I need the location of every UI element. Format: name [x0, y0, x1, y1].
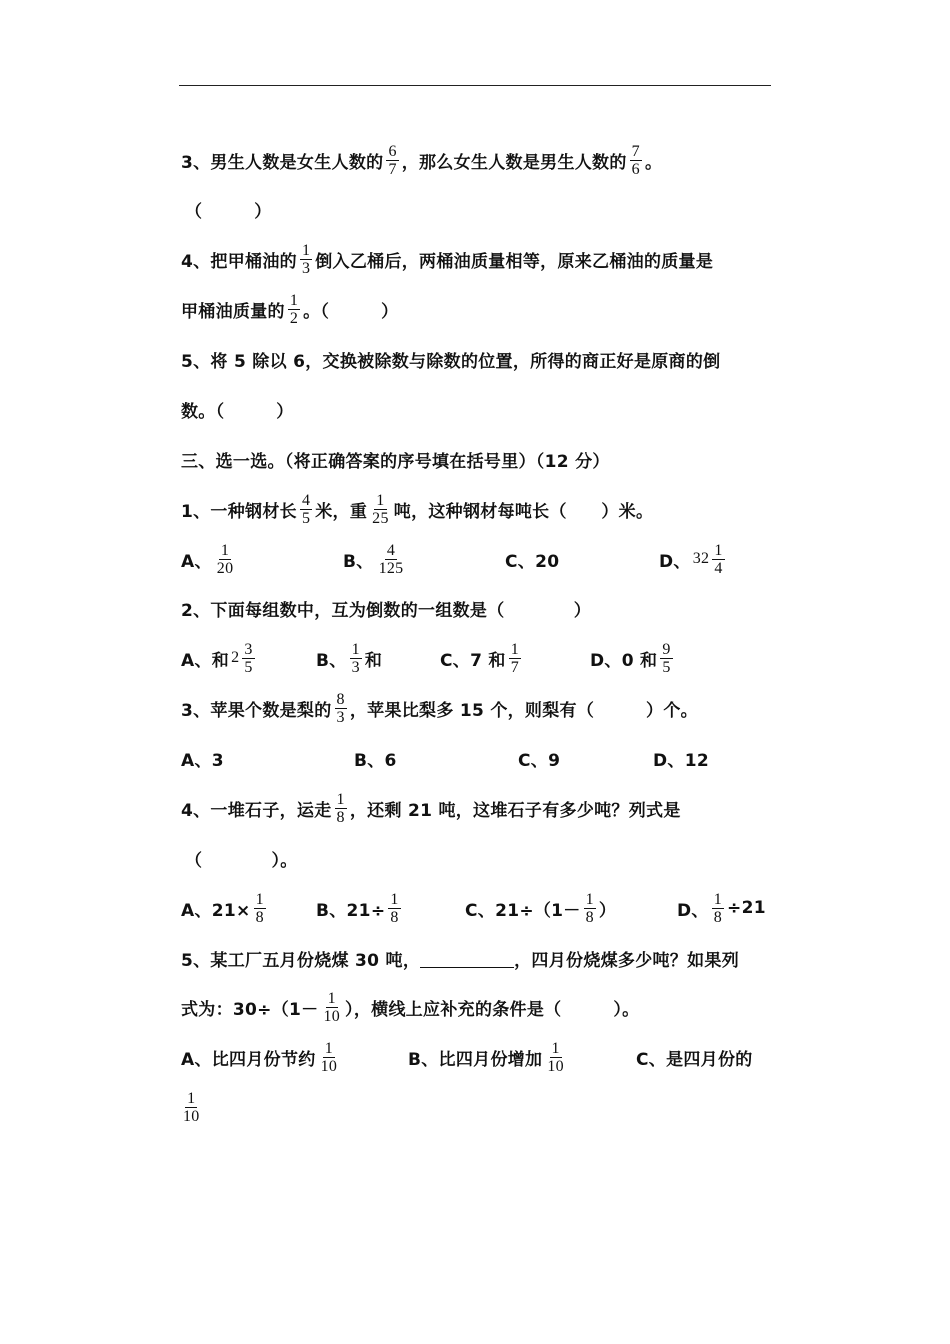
numerator: 1	[713, 890, 723, 908]
option-c	[465, 891, 616, 926]
option-label: D、0 和	[590, 650, 658, 671]
option-label: B、21÷	[316, 900, 386, 921]
q-text: 1、一种钢材长	[181, 501, 297, 522]
option-a	[181, 891, 269, 926]
numerator: 1	[376, 491, 385, 509]
option-b	[316, 891, 404, 926]
denominator: 8	[255, 908, 264, 926]
q-text: ，那么女生人数是男生人数的	[401, 152, 627, 173]
q-text: 4、一堆石子，运走	[181, 800, 332, 821]
option-label: A、3	[181, 750, 224, 771]
numerator: 1	[187, 1089, 196, 1107]
option-c	[636, 1045, 753, 1070]
option-label: B、比四月份增加	[408, 1049, 543, 1070]
option-label: B、6	[354, 750, 397, 771]
q-text: 甲桶油质量的	[181, 301, 285, 322]
q-text: 2、下面每组数中，互为倒数的一组数是（ ）	[181, 600, 592, 621]
fraction	[319, 1040, 340, 1075]
q-text: ），横线上应补充的条件是（ ）。	[345, 999, 640, 1020]
option-label: A、	[181, 551, 212, 572]
q-text: 3、男生人数是女生人数的	[181, 152, 384, 173]
denominator: 5	[301, 509, 311, 527]
numerator: 1	[336, 790, 345, 808]
option-d	[653, 746, 709, 771]
denominator: 10	[320, 1057, 338, 1075]
option-label: C、9	[518, 750, 561, 771]
numerator: 1	[351, 640, 360, 658]
denominator: 5	[244, 658, 253, 676]
option-label: D、12	[653, 750, 709, 771]
fraction	[509, 641, 521, 676]
fraction	[712, 542, 724, 577]
option-c-fraction-wrap	[178, 1082, 205, 1132]
denominator: 8	[390, 908, 399, 926]
fraction	[335, 691, 347, 726]
numerator: 4	[386, 541, 396, 559]
options-3-1	[0, 534, 950, 584]
option-d	[659, 542, 728, 577]
question-3-4	[181, 783, 681, 833]
denominator: 10	[323, 1007, 341, 1025]
option-label: D、	[659, 551, 691, 572]
fraction	[388, 891, 400, 926]
question-2-3	[181, 135, 662, 185]
q-text: 吨，这种钢材每吨长（ ）米。	[393, 501, 654, 522]
option-b	[316, 641, 382, 676]
numerator: 1	[551, 1039, 560, 1057]
denominator: 10	[547, 1057, 564, 1075]
numerator: 3	[244, 640, 253, 658]
numerator: 1	[327, 989, 336, 1007]
option-label: A、21×	[181, 900, 251, 921]
q-text: 。	[644, 152, 663, 173]
option-label: B、	[316, 650, 347, 671]
options-3-3	[0, 733, 950, 783]
q-text: 倒入乙桶后，两桶油质量相等，原来乙桶油的质量是	[315, 251, 714, 272]
option-label: C、20	[505, 551, 560, 572]
options-3-5	[0, 1032, 950, 1082]
denominator: 3	[351, 658, 360, 676]
fraction	[377, 542, 406, 577]
numerator: 1	[390, 890, 399, 908]
option-label: C、7 和	[440, 650, 506, 671]
question-3-3	[181, 683, 698, 733]
option-a	[181, 542, 238, 577]
numerator: 1	[585, 890, 594, 908]
option-b	[343, 542, 408, 577]
option-c	[505, 547, 559, 572]
numerator: 6	[388, 142, 397, 160]
option-label: ）	[598, 900, 617, 921]
denominator: 8	[336, 808, 345, 826]
fraction	[545, 1040, 566, 1075]
numerator: 1	[220, 541, 230, 559]
denominator: 6	[631, 160, 640, 178]
numerator: 1	[301, 241, 311, 259]
option-label: C、是四月份的	[636, 1049, 753, 1070]
fraction	[242, 641, 254, 676]
numerator: 1	[289, 291, 299, 309]
numerator: 1	[324, 1039, 334, 1057]
fraction	[660, 641, 672, 676]
numerator: 1	[714, 541, 723, 559]
option-label: B、	[343, 551, 374, 572]
option-b	[354, 746, 397, 771]
denominator: 4	[714, 559, 723, 577]
fraction	[712, 891, 724, 926]
question-2-4	[181, 234, 713, 284]
numerator: 8	[336, 690, 345, 708]
denominator: 3	[301, 259, 311, 277]
option-a	[181, 1040, 342, 1075]
section-3-title	[181, 434, 610, 484]
option-label: A、和	[181, 650, 230, 671]
denominator: 20	[216, 559, 234, 577]
q-text: ，四月份烧煤多少吨？如果列	[514, 950, 740, 971]
fraction	[181, 1090, 202, 1125]
q-text: 4、把甲桶油的	[181, 251, 297, 272]
fraction	[370, 492, 391, 527]
options-3-4	[0, 883, 950, 933]
numerator: 7	[631, 142, 640, 160]
option-c	[440, 641, 524, 676]
section-title: 三、选一选。（将正确答案的序号填在括号里）（12 分）	[181, 451, 610, 472]
fraction	[300, 492, 312, 527]
denominator: 8	[585, 908, 594, 926]
q-text: 式为：30÷（1－	[181, 999, 319, 1020]
fraction	[630, 143, 642, 178]
option-c	[518, 746, 560, 771]
option-label: ÷21	[727, 898, 766, 918]
numerator: 1	[510, 640, 520, 658]
question-2-5-cont	[181, 384, 294, 434]
denominator: 2	[289, 309, 299, 327]
option-label: A、比四月份节约	[181, 1049, 316, 1070]
option-a	[181, 746, 224, 771]
q-text: ，还剩 21 吨，这堆石子有多少吨？列式是	[349, 800, 681, 821]
denominator: 3	[336, 708, 345, 726]
numerator: 9	[662, 640, 671, 658]
fraction	[321, 990, 342, 1025]
denominator: 7	[388, 160, 397, 178]
fraction	[584, 891, 596, 926]
denominator: 5	[662, 658, 671, 676]
option-label: 和	[364, 650, 383, 671]
whole-number: 2	[231, 649, 240, 666]
fraction	[300, 242, 312, 277]
q-text: 3、苹果个数是梨的	[181, 700, 332, 721]
q-text: ，苹果比梨多 15 个，则梨有（ ）个。	[349, 700, 698, 721]
paren-text: （ ）。	[185, 850, 298, 871]
q-text: 。（ ）	[303, 301, 399, 322]
q-text: 5、某工厂五月份烧煤 30 吨，	[181, 950, 421, 971]
header-rule	[179, 85, 771, 86]
option-label: C、21÷（1－	[465, 900, 581, 921]
question-3-2	[181, 583, 591, 633]
denominator: 25	[372, 509, 389, 527]
option-b	[408, 1040, 569, 1075]
option-label: D、	[677, 900, 709, 921]
fraction	[335, 791, 347, 826]
option-d	[590, 641, 676, 676]
fill-blank-line	[420, 949, 514, 968]
denominator: 10	[183, 1107, 200, 1125]
answer-paren	[185, 184, 272, 234]
numerator: 1	[255, 890, 264, 908]
q-text: 米，重	[315, 501, 368, 522]
denominator: 125	[378, 559, 404, 577]
denominator: 7	[510, 658, 520, 676]
option-d	[677, 891, 766, 926]
q-text: 5、将 5 除以 6，交换被除数与除数的位置，所得的商正好是原商的倒	[181, 351, 721, 372]
question-3-1	[181, 484, 653, 534]
option-a	[181, 641, 258, 676]
fraction	[288, 292, 300, 327]
question-2-4-cont	[181, 284, 398, 334]
answer-paren	[185, 833, 298, 883]
numerator: 4	[301, 491, 311, 509]
paren-text: （ ）	[185, 201, 272, 222]
fraction	[215, 542, 236, 577]
fraction	[350, 641, 362, 676]
q-text: 数。（ ）	[181, 401, 294, 422]
whole-number: 32	[692, 550, 710, 567]
question-3-5-cont	[181, 982, 639, 1032]
options-3-2	[0, 633, 950, 683]
question-3-5	[181, 933, 739, 983]
fraction	[254, 891, 266, 926]
denominator: 8	[713, 908, 723, 926]
fraction	[386, 143, 398, 178]
question-2-5	[181, 334, 720, 384]
